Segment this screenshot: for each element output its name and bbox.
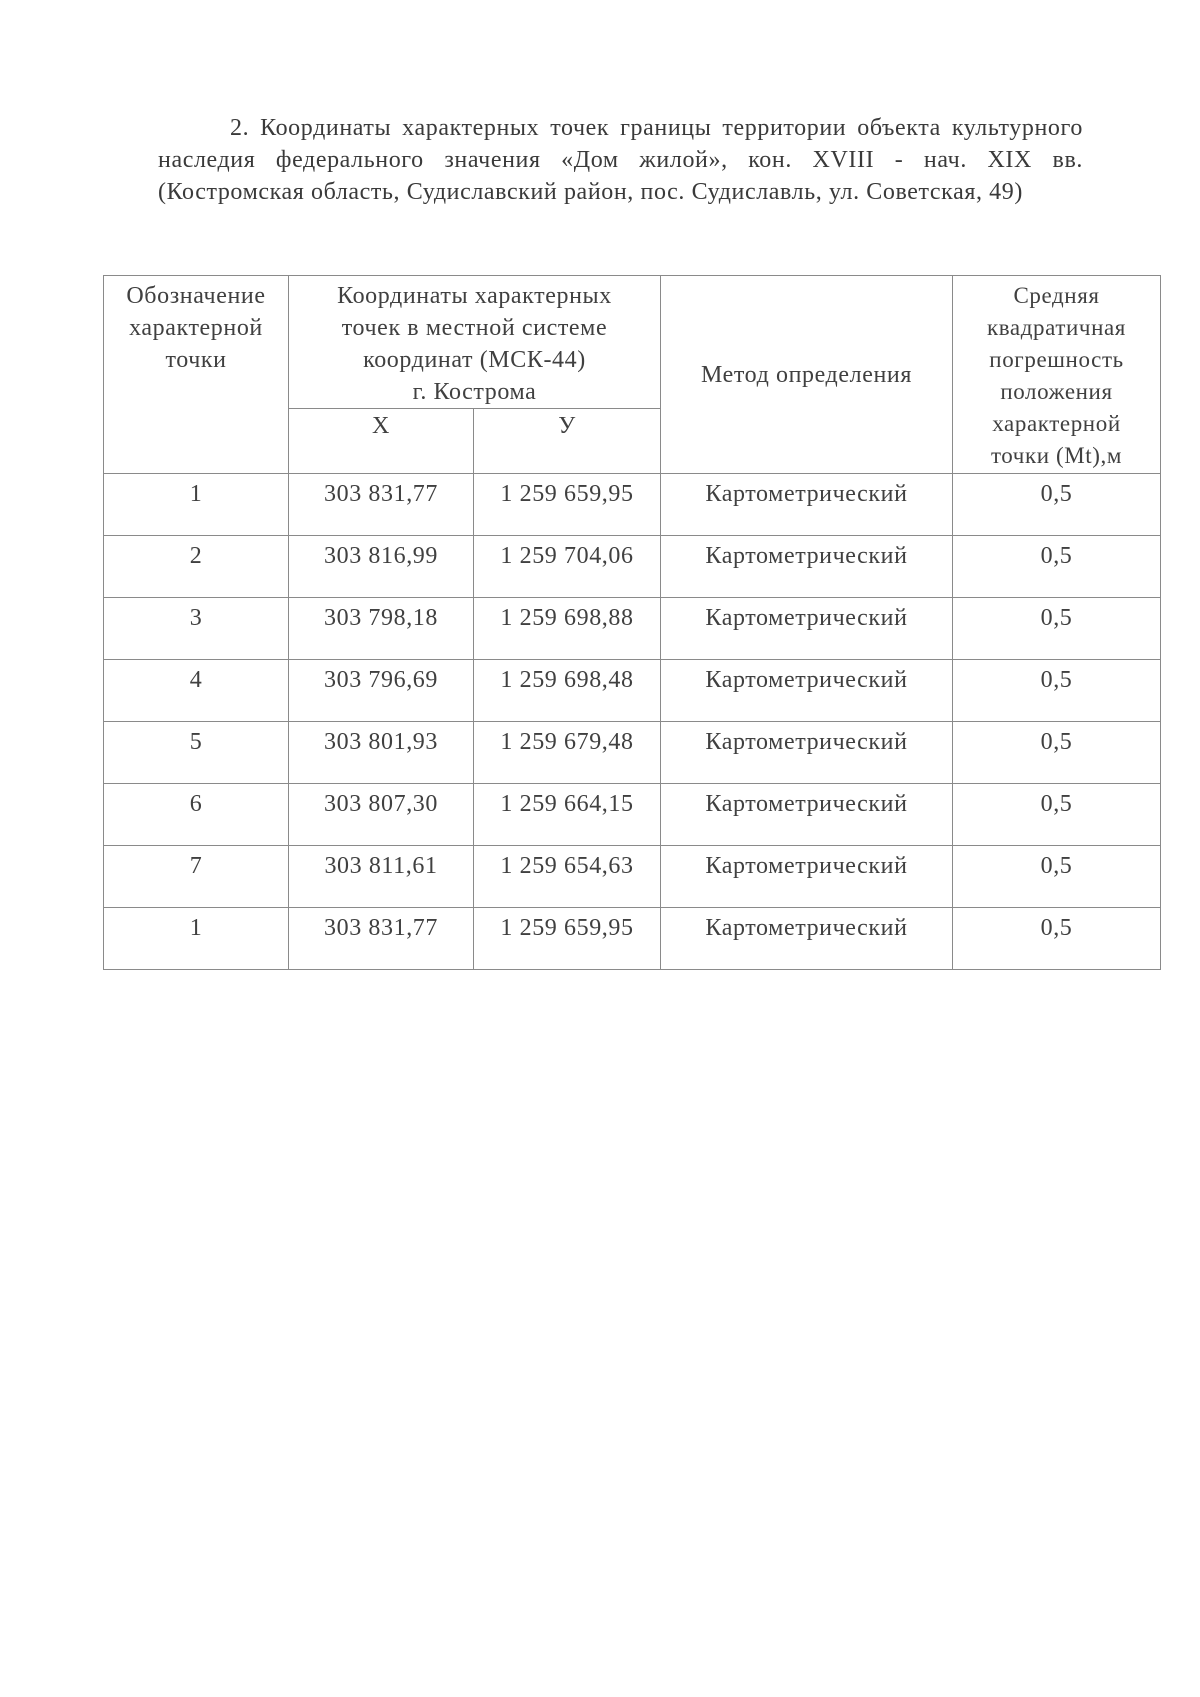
cell-x: 303 816,99	[289, 536, 474, 598]
header-error-line: точки (Mt),м	[990, 443, 1123, 468]
header-point-line: Обозначение	[126, 283, 266, 309]
cell-x: 303 811,61	[289, 846, 474, 908]
cell-point: 4	[104, 660, 289, 722]
cell-error: 0,5	[953, 722, 1161, 784]
header-error-line: погрешность	[989, 347, 1124, 372]
cell-x: 303 831,77	[289, 474, 474, 536]
header-coords-line: координат (МСК-44)	[363, 347, 586, 373]
cell-y: 1 259 679,48	[474, 722, 661, 784]
cell-error: 0,5	[953, 784, 1161, 846]
heading-number: 2.	[230, 115, 250, 141]
cell-point: 5	[104, 722, 289, 784]
cell-point: 3	[104, 598, 289, 660]
cell-x: 303 807,30	[289, 784, 474, 846]
cell-method: Картометрический	[661, 598, 953, 660]
cell-method: Картометрический	[661, 722, 953, 784]
cell-method: Картометрический	[661, 660, 953, 722]
header-point-line: точки	[165, 347, 227, 373]
table-row	[104, 474, 1161, 536]
cell-point: 6	[104, 784, 289, 846]
cell-y: 1 259 698,88	[474, 598, 661, 660]
table-row	[104, 536, 1161, 598]
header-coordinates	[289, 276, 661, 409]
cell-y: 1 259 654,63	[474, 846, 661, 908]
header-point-line: характерной	[129, 315, 263, 341]
header-method: Метод определения	[661, 276, 953, 474]
cell-error: 0,5	[953, 474, 1161, 536]
header-error-line: квадратичная	[987, 315, 1126, 340]
cell-error: 0,5	[953, 908, 1161, 970]
cell-y: 1 259 704,06	[474, 536, 661, 598]
cell-point: 1	[104, 474, 289, 536]
header-error-line: положения	[1000, 379, 1113, 404]
header-error-line: Средняя	[1013, 283, 1100, 308]
cell-x: 303 831,77	[289, 908, 474, 970]
section-heading	[158, 112, 1083, 208]
table-row	[104, 784, 1161, 846]
cell-point: 1	[104, 908, 289, 970]
cell-point: 2	[104, 536, 289, 598]
cell-point: 7	[104, 846, 289, 908]
cell-method: Картометрический	[661, 474, 953, 536]
header-x: X	[289, 409, 474, 474]
cell-method: Картометрический	[661, 846, 953, 908]
table-row	[104, 598, 1161, 660]
header-coords-line: г. Кострома	[412, 379, 537, 405]
table-row	[104, 660, 1161, 722]
cell-y: 1 259 659,95	[474, 474, 661, 536]
cell-y: 1 259 659,95	[474, 908, 661, 970]
heading-text: Координаты характерных точек границы территории объекта культурного наследия федерального значения «Дом жилой», кон. XVIII - нач. XIX вв. (Костромская область, Судиславский район, пос. Судиславль, ул. Советская, 49)	[158, 115, 1083, 205]
cell-x: 303 801,93	[289, 722, 474, 784]
header-error	[953, 276, 1161, 474]
cell-error: 0,5	[953, 660, 1161, 722]
cell-error: 0,5	[953, 598, 1161, 660]
coordinates-table	[103, 275, 1161, 970]
header-coords-line: Координаты характерных	[337, 283, 612, 309]
cell-error: 0,5	[953, 536, 1161, 598]
header-y: У	[474, 409, 661, 474]
cell-method: Картометрический	[661, 908, 953, 970]
table-row	[104, 722, 1161, 784]
cell-method: Картометрический	[661, 784, 953, 846]
table-row	[104, 846, 1161, 908]
header-coords-line: точек в местной системе	[341, 315, 608, 341]
cell-y: 1 259 664,15	[474, 784, 661, 846]
cell-method: Картометрический	[661, 536, 953, 598]
header-point-designation	[104, 276, 289, 474]
header-error-line: характерной	[992, 411, 1121, 436]
cell-x: 303 796,69	[289, 660, 474, 722]
cell-x: 303 798,18	[289, 598, 474, 660]
table-row	[104, 908, 1161, 970]
cell-error: 0,5	[953, 846, 1161, 908]
cell-y: 1 259 698,48	[474, 660, 661, 722]
